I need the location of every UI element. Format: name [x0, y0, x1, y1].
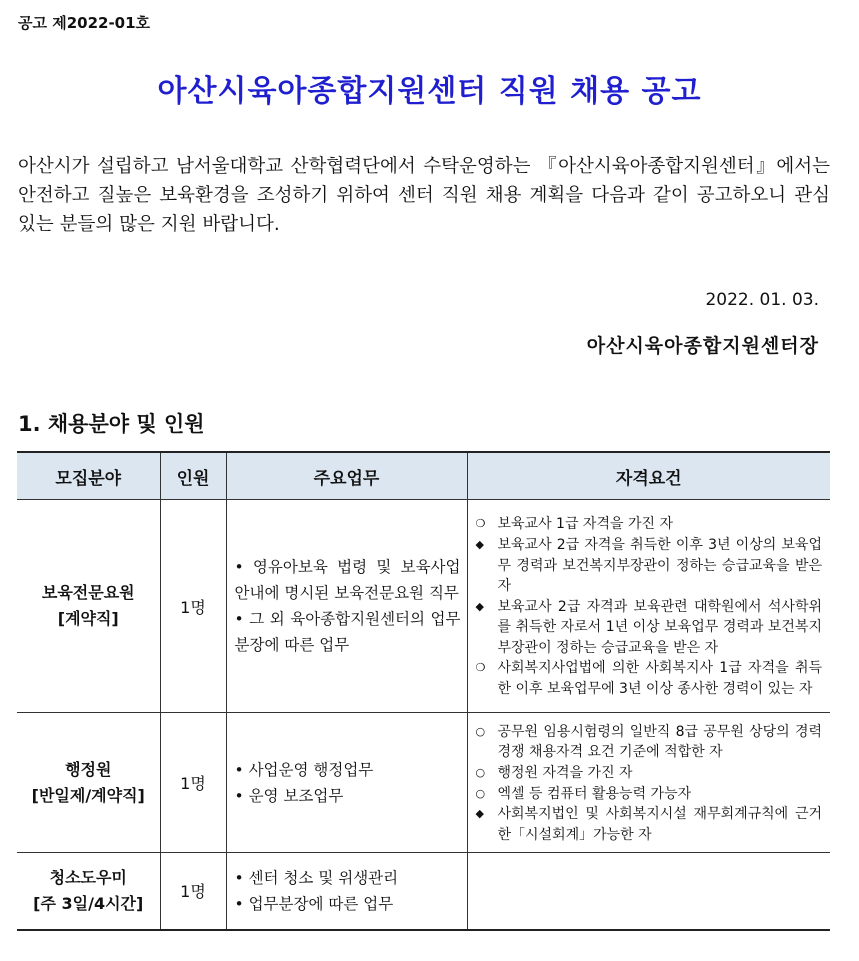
column-header: 자격요건 [467, 452, 830, 500]
qualification-item [476, 804, 823, 845]
signatory: 아산시육아종합지원센터장 [586, 335, 819, 357]
duties-cell [226, 500, 467, 713]
intro-paragraph: 아산시가 설립하고 남서울대학교 산학협력단에서 수탁운영하는 『아산시육아종합지원센터』에서는 안전하고 질높은 보육환경을 조성하기 위하여 센터 직원 채용 계획을 다음과 같이 공고하오니 관심 있는 분들의 많은 지원 바랍니다. [18, 156, 830, 235]
field-cell [17, 500, 160, 713]
field-name: 행정원 [65, 759, 112, 779]
qualification-item [476, 597, 823, 659]
duties-cell [226, 853, 467, 930]
recruitment-table [17, 451, 830, 931]
qualification-marker: ○ [475, 765, 486, 779]
qualifications-cell-empty [467, 853, 830, 930]
qualification-marker: ○ [475, 724, 486, 738]
qualification-text: 보육교사 2급 자격과 보육관련 대학원에서 석사학위를 취득한 자로서 1년 이상 보육업무 경력과 보건복지부장관이 정하는 승급교육을 받은 자 [497, 598, 822, 656]
field-type: [반일제/계약직] [31, 785, 145, 805]
qualification-marker: ❍ [475, 517, 486, 531]
field-type: [주 3일/4시간] [33, 893, 144, 913]
table-row [17, 713, 830, 853]
qualification-marker: ◆ [475, 807, 484, 821]
page-title: 아산시육아종합지원센터 직원 채용 공고 [157, 74, 702, 109]
qualification-marker: ◆ [475, 537, 484, 551]
section-heading: 1. 채용분야 및 인원 [18, 412, 205, 436]
qualification-text: 사회복지법인 및 사회복지시설 재무회계규칙에 근거한「시설회계」가능한 자 [497, 806, 822, 843]
column-header: 주요업무 [226, 452, 467, 500]
field-cell [17, 853, 160, 930]
field-name: 보육전문요원 [41, 583, 135, 602]
headcount: 1명 [160, 500, 226, 713]
qualification-item [476, 784, 823, 805]
duties-cell [226, 713, 467, 853]
qualification-marker: ◆ [475, 599, 484, 613]
qualification-item [476, 658, 823, 699]
qualification-text: 보육교사 1급 자격을 가진 자 [497, 516, 673, 533]
qualification-item [476, 514, 823, 535]
duty-item: • 영유아보육 법령 및 보육사업 안내에 명시된 보육전문요원 직무 [234, 558, 461, 602]
qualification-marker: ❍ [475, 661, 486, 675]
qualification-item [476, 763, 823, 784]
headcount: 1명 [160, 713, 226, 853]
duty-item: • 운영 보조업무 [234, 786, 344, 805]
qualification-text: 엑셀 등 컴퓨터 활용능력 가능자 [497, 785, 692, 802]
qualification-item [476, 722, 823, 763]
table-row [17, 853, 830, 930]
duty-item: • 그 외 육아종합지원센터의 업무분장에 따른 업무 [234, 610, 461, 654]
qualifications-cell [467, 500, 830, 713]
qualification-text: 공무원 임용시험령의 일반직 8급 공무원 상당의 경력 경쟁 채용자격 요건 기준에 적합한 자 [497, 723, 822, 761]
qualification-item [476, 535, 823, 597]
announcement-date: 2022. 01. 03. [705, 290, 819, 310]
duty-item: • 사업운영 행정업무 [234, 760, 374, 779]
duty-item: • 업무분장에 따른 업무 [234, 894, 394, 913]
notice-number: 공고 제2022-01호 [18, 14, 151, 32]
headcount: 1명 [160, 853, 226, 930]
table-header-row [17, 452, 830, 500]
qualification-text: 행정원 자격을 가진 자 [497, 764, 633, 781]
duty-item: • 센터 청소 및 위생관리 [234, 868, 399, 887]
column-header: 인원 [160, 452, 226, 500]
table-row [17, 500, 830, 713]
qualification-marker: ○ [475, 786, 486, 800]
qualifications-cell [467, 713, 830, 853]
qualification-text: 사회복지사업법에 의한 사회복지사 1급 자격을 취득한 이후 보육업무에 3년 이상 종사한 경력이 있는 자 [497, 660, 822, 698]
field-cell [17, 713, 160, 853]
field-name: 청소도우미 [49, 867, 127, 887]
column-header: 모집분야 [17, 452, 160, 500]
field-type: [계약직] [57, 609, 119, 628]
qualification-text: 보육교사 2급 자격을 취득한 이후 3년 이상의 보육업무 경력과 보건복지부장관이 정하는 승급교육을 받은 자 [497, 536, 822, 595]
